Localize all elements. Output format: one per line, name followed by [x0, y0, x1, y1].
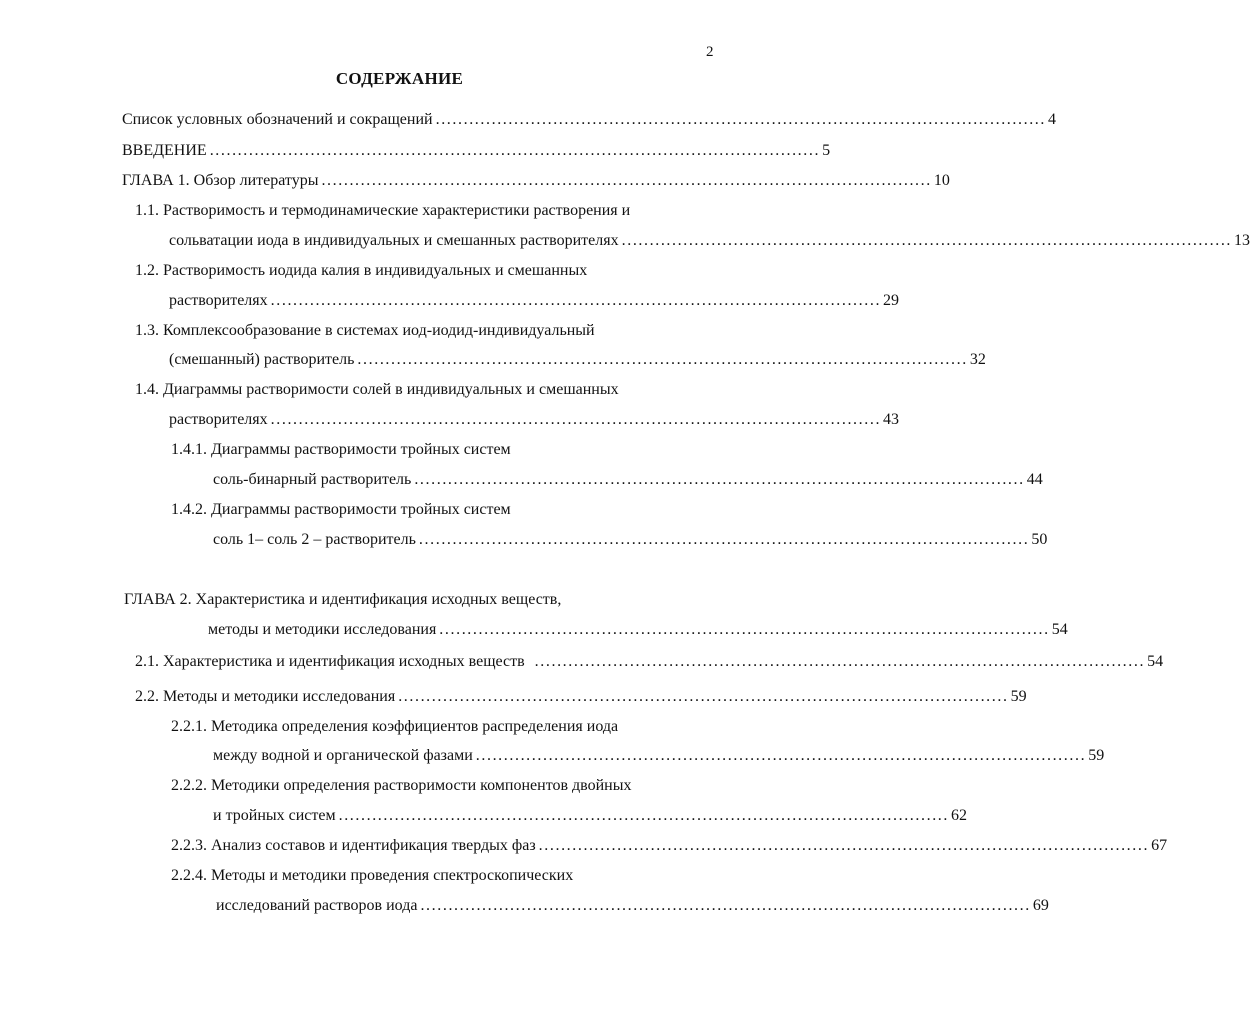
toc-entry	[216, 896, 1049, 916]
toc-entry-title: 2.2.3. Анализ составов и идентификация твердых фаз	[171, 837, 536, 854]
toc-entry-page: 5	[822, 142, 831, 159]
toc-entry	[213, 806, 968, 826]
toc-entry-title: ВВЕДЕНИЕ	[122, 142, 207, 159]
toc-entry-first-line: 1.4.1. Диаграммы растворимости тройных систем	[171, 441, 511, 458]
toc-entry-first-line: 2.2.2. Методики определения растворимости компонентов двойных	[171, 777, 632, 794]
toc-entry-first-line: 1.4. Диаграммы растворимости солей в индивидуальных и смешанных	[135, 381, 619, 398]
toc-entry-first-line: 2.2.4. Методы и методики проведения спектроскопических	[171, 867, 574, 884]
leader-dots: .............................................................................................................	[270, 411, 882, 428]
toc-entry-title: и тройных систем	[213, 807, 336, 824]
leader-dots: .............................................................................................................	[209, 142, 821, 159]
toc-entry-page: 4	[1048, 111, 1056, 128]
toc-entry-first-line: ГЛАВА 2. Характеристика и идентификация исходных веществ,	[124, 591, 562, 608]
leader-dots: .............................................................................................................	[435, 111, 1046, 128]
toc-entry	[213, 530, 1048, 550]
toc-entry-page: 67	[1151, 837, 1168, 854]
toc-entry-title: растворителях	[169, 411, 268, 428]
toc-entry	[122, 141, 831, 161]
toc-entry-page: 50	[1031, 531, 1048, 548]
toc-entry-title: (смешанный) растворитель	[169, 351, 355, 368]
toc-entry-page: 10	[933, 172, 950, 189]
leader-dots: .............................................................................................................	[270, 292, 882, 309]
leader-dots: .............................................................................................................	[321, 172, 932, 189]
toc-entry-first-line: 1.3. Комплексообразование в системах иод-иодид-индивидуальный	[135, 322, 595, 339]
toc-entry	[171, 836, 1168, 856]
toc-entry-first-line: 1.1. Растворимость и термодинамические характеристики растворения и	[135, 202, 631, 219]
toc-entry-page: 62	[951, 807, 968, 824]
toc-entry-title: соль 1– соль 2 – растворитель	[213, 531, 416, 548]
leader-dots: .............................................................................................................	[621, 232, 1233, 249]
toc-entry-title: растворителях	[169, 292, 268, 309]
toc-entry-title: сольватации иода в индивидуальных и смешанных растворителях	[169, 232, 619, 249]
toc-entry-first-line: 1.2. Растворимость иодида калия в индивидуальных и смешанных	[135, 262, 588, 279]
toc-entry	[122, 171, 950, 191]
leader-dots: .............................................................................................................	[357, 351, 968, 368]
toc-entry-title: 2.1. Характеристика и идентификация исходных веществ	[135, 653, 525, 670]
toc-entry-title: между водной и органической фазами	[213, 747, 473, 764]
toc-entry-title: соль-бинарный растворитель	[213, 471, 412, 488]
toc-entry-title: 2.2. Методы и методики исследования	[135, 688, 396, 705]
toc-entry-title: ГЛАВА 1. Обзор литературы	[122, 172, 319, 189]
toc-entry-page: 43	[883, 411, 900, 428]
page-title: СОДЕРЖАНИЕ	[335, 69, 464, 88]
leader-dots: .............................................................................................................	[398, 688, 1009, 705]
leader-dots: .............................................................................................................	[420, 897, 1031, 914]
toc-entry-page: 59	[1010, 688, 1027, 705]
toc-entry-first-line: 2.2.1. Методика определения коэффициентов распределения иода	[171, 718, 619, 735]
leader-dots: .............................................................................................................	[418, 531, 1030, 548]
toc-entry-page: 69	[1032, 897, 1049, 914]
toc-entry	[208, 620, 1068, 640]
page-number: 2	[706, 44, 714, 60]
toc-entry-page: 32	[969, 351, 986, 368]
leader-dots: .............................................................................................................	[414, 471, 1025, 488]
toc-entry	[169, 231, 1250, 251]
leader-dots: .............................................................................................................	[439, 621, 1050, 638]
toc-entry-page: 59	[1088, 747, 1105, 764]
toc-entry-page: 29	[883, 292, 900, 309]
toc-entry-page: 54	[1051, 621, 1068, 638]
toc-entry-title: методы и методики исследования	[208, 621, 437, 638]
toc-entry-first-line: 1.4.2. Диаграммы растворимости тройных систем	[171, 501, 511, 518]
leader-dots: .............................................................................................................	[338, 807, 950, 824]
toc-entry-title: исследований растворов иода	[216, 897, 418, 914]
toc-entry	[135, 687, 1027, 707]
toc-entry-title: Список условных обозначений и сокращений	[122, 111, 433, 128]
toc-entry	[169, 350, 986, 370]
leader-dots: .............................................................................................................	[475, 747, 1087, 764]
toc-entry-page: 54	[1147, 653, 1164, 670]
toc-entry	[122, 110, 1056, 130]
leader-dots: .............................................................................................................	[534, 653, 1146, 670]
toc-entry	[135, 652, 1164, 672]
toc-entry-page: 13	[1234, 232, 1250, 249]
leader-dots: .............................................................................................................	[538, 837, 1150, 854]
toc-entry	[213, 470, 1043, 490]
toc-entry-page: 44	[1026, 471, 1043, 488]
toc-entry	[169, 291, 900, 311]
toc-entry	[169, 410, 900, 430]
toc-entry	[213, 746, 1105, 766]
